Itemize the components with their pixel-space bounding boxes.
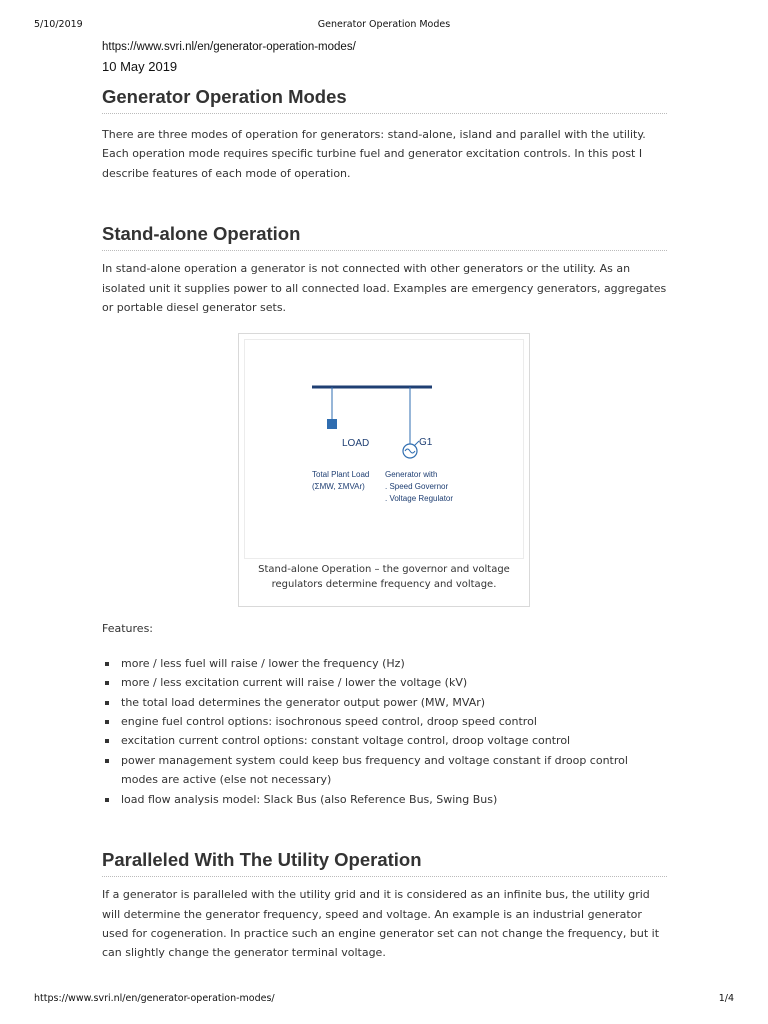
load-description-line-1: Total Plant Load	[312, 470, 370, 480]
intro-paragraph: There are three modes of operation for generators: stand-alone, island and parallel with the utility. Each operation mode requires specific turbine fuel and generator excitation controls. In this post I describe features of each mode of operation.	[102, 128, 646, 180]
standalone-heading: Stand-alone Operation	[102, 223, 667, 251]
published-date: 10 May 2019	[102, 59, 178, 74]
parallel-paragraph: If a generator is paralleled with the utility grid and it is considered as an infinite bus, the utility grid will determine the generator frequency, speed and voltage. An example is an industrial generator used for cogeneration. In practice such an engine generator set can not change the frequency, but it can slightly change the generator terminal voltage.	[102, 888, 660, 960]
figure-caption: Stand-alone Operation – the governor and voltage regulators determine frequency and voltage.	[258, 564, 510, 591]
footer-url: https://www.svri.nl/en/generator-operation-modes/	[34, 993, 275, 1004]
features-list	[102, 654, 667, 809]
standalone-diagram	[244, 339, 524, 559]
load-description-line-2: (ΣMW, ΣMVAr)	[312, 482, 365, 492]
article	[102, 40, 667, 963]
generator-description-line-3: . Voltage Regulator	[385, 494, 454, 504]
feature-item: more / less fuel will raise / lower the frequency (Hz)	[102, 654, 667, 673]
features-label: Features:	[102, 622, 154, 636]
source-url[interactable]: https://www.svri.nl/en/generator-operation-modes/	[102, 41, 356, 53]
print-title: Generator Operation Modes	[317, 19, 451, 30]
generator-label: G1	[419, 437, 433, 449]
generator-description-line-2: . Speed Governor	[385, 482, 449, 492]
generator-description-line-1: Generator with	[385, 470, 438, 480]
print-date: 5/10/2019	[34, 19, 83, 30]
standalone-paragraph: In stand-alone operation a generator is not connected with other generators or the utility. As an isolated unit it supplies power to all connected load. Examples are emergency generators, aggregates or portable diesel generator sets.	[102, 262, 667, 315]
feature-item: engine fuel control options: isochronous speed control, droop speed control	[102, 712, 667, 731]
load-label: LOAD	[342, 438, 370, 450]
page-number: 1/4	[718, 993, 734, 1004]
page-title: Generator Operation Modes	[102, 86, 667, 114]
feature-item: power management system could keep bus frequency and voltage constant if droop control modes are active (else not necessary)	[102, 751, 667, 790]
load-symbol	[327, 419, 337, 429]
feature-item: load flow analysis model: Slack Bus (also Reference Bus, Swing Bus)	[102, 790, 667, 809]
parallel-heading: Paralleled With The Utility Operation	[102, 849, 667, 877]
standalone-figure	[238, 333, 530, 607]
feature-item: excitation current control options: constant voltage control, droop voltage control	[102, 731, 667, 750]
feature-item: the total load determines the generator output power (MW, MVAr)	[102, 693, 667, 712]
feature-item: more / less excitation current will raise / lower the voltage (kV)	[102, 673, 667, 692]
